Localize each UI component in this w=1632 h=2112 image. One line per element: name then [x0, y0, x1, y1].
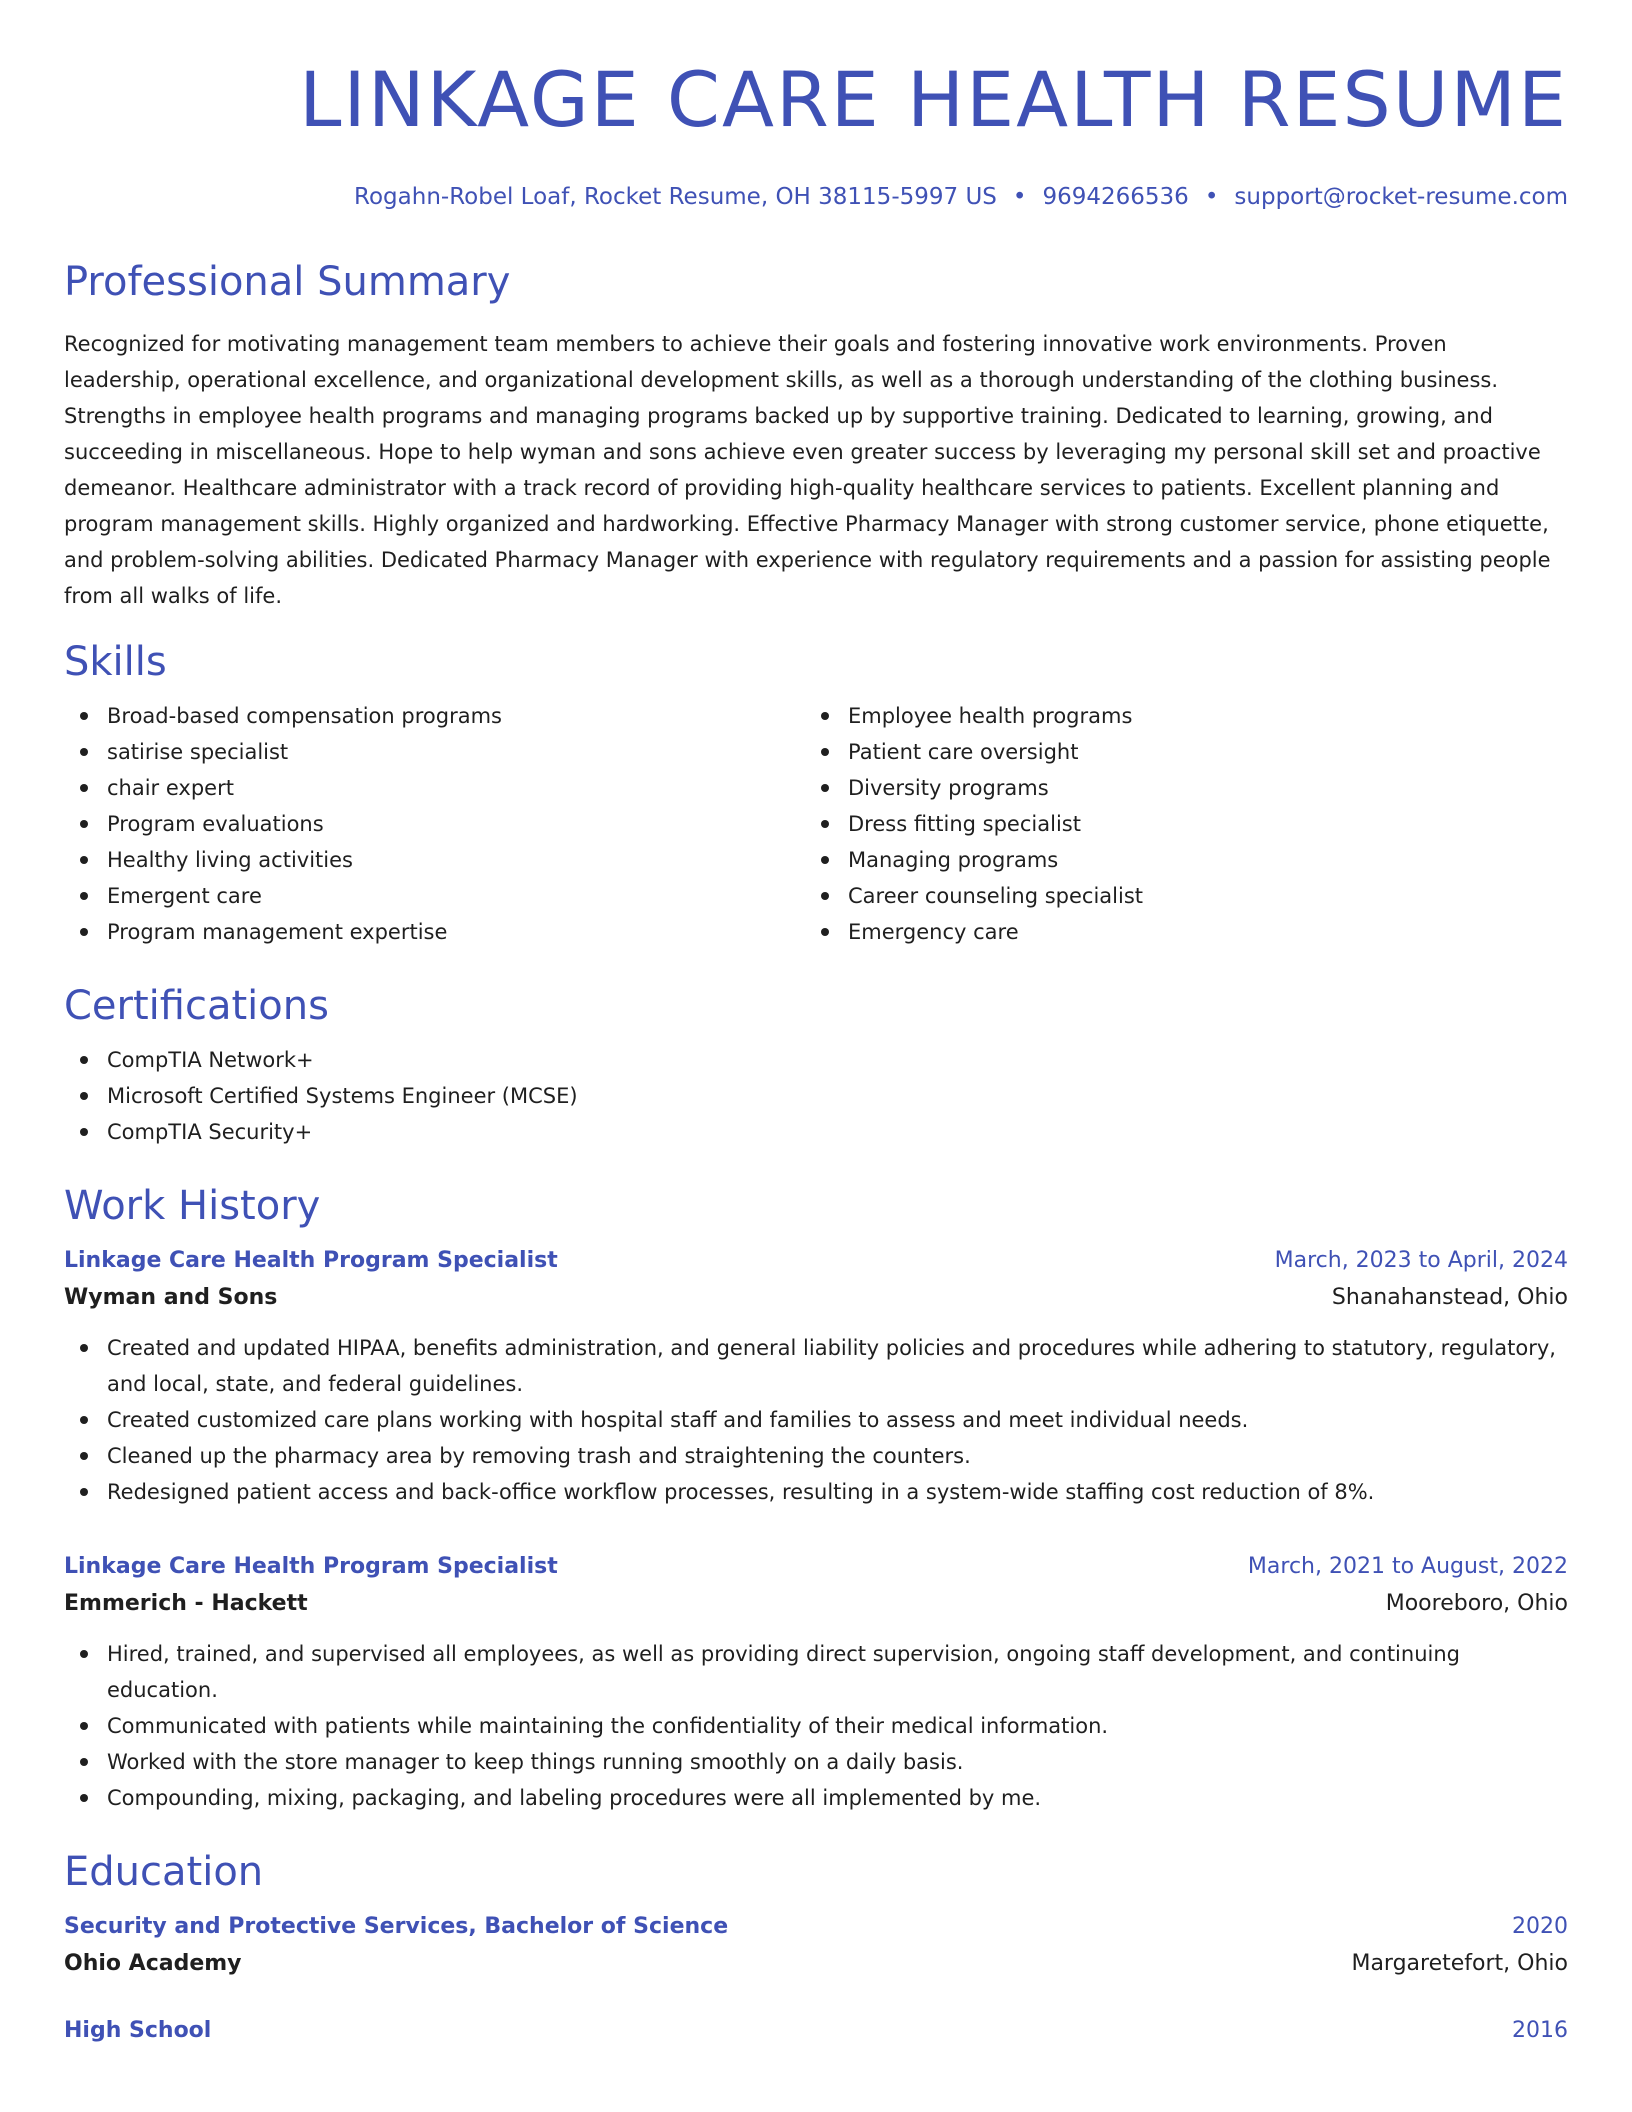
skills-grid	[64, 698, 1568, 950]
contact-separator: •	[1204, 184, 1219, 210]
skill-item: chair expert	[107, 770, 805, 806]
job-title: Linkage Care Health Program Specialist	[64, 1248, 558, 1273]
skills-list-left	[64, 698, 805, 950]
education-year: 2020	[1512, 1914, 1568, 1939]
job-bullet: Created and updated HIPAA, benefits administration, and general liability policies and procedures while adhering to statutory, regulatory, and local, state, and federal guidelines.	[107, 1330, 1568, 1402]
skill-item: Program management expertise	[107, 914, 805, 950]
job-bullet: Redesigned patient access and back-office workflow processes, resulting in a system-wide staffing cost reduction of 8%.	[107, 1474, 1568, 1510]
skills-list-right	[805, 698, 1546, 950]
skill-item: Employee health programs	[848, 698, 1546, 734]
education-section	[64, 1848, 1568, 2048]
job-title-row	[64, 1550, 1568, 1584]
skill-item: Emergency care	[848, 914, 1546, 950]
job-location: Mooreboro, Ohio	[1385, 1591, 1568, 1616]
summary-text: Recognized for motivating management team members to achieve their goals and fostering innovative work environments. Proven leadership, operational excellence, and organizational development skills, as well as a thorough understanding of the clothing business. Strengths in employee health programs and managing programs backed up by supportive training. Dedicated to learning, growing, and succeeding in miscellaneous. Hope to help wyman and sons achieve even greater success by leveraging my personal skill set and proactive demeanor. Healthcare administrator with a track record of providing high-quality healthcare services to patients. Excellent planning and program management skills. Highly organized and hardworking. Effective Pharmacy Manager with strong customer service, phone etiquette, and problem-solving abilities. Dedicated Pharmacy Manager with experience with regulatory requirements and a passion for assisting people from all walks of life.	[64, 332, 1551, 608]
education-degree: Security and Protective Services, Bachelor of Science	[64, 1914, 729, 1939]
job-location: Shanahanstead, Ohio	[1331, 1285, 1568, 1310]
education-degree: High School	[64, 2018, 212, 2043]
job-bullet: Cleaned up the pharmacy area by removing trash and straightening the counters.	[107, 1438, 1568, 1474]
contact-line	[64, 182, 1568, 212]
skill-item: Dress fitting specialist	[848, 806, 1546, 842]
education-degree-row	[64, 1910, 1568, 1944]
job-bullets	[64, 1636, 1568, 1816]
education-heading: Education	[64, 1849, 264, 1895]
skill-item: Patient care oversight	[848, 734, 1546, 770]
certifications-heading: Certifications	[64, 983, 329, 1029]
job-dates: March, 2021 to August, 2022	[1247, 1554, 1568, 1579]
certification-item: CompTIA Security+	[107, 1114, 1568, 1150]
job-bullet: Communicated with patients while maintaining the confidentiality of their medical information.	[107, 1708, 1568, 1744]
resume-header	[64, 52, 1568, 212]
education-school: Ohio Academy	[64, 1951, 242, 1976]
job-entry	[64, 1550, 1568, 1816]
contact-separator: •	[1012, 184, 1027, 210]
summary-section	[64, 258, 1568, 614]
job-employer: Wyman and Sons	[64, 1285, 278, 1310]
certifications-list	[64, 1042, 1568, 1150]
job-title: Linkage Care Health Program Specialist	[64, 1554, 558, 1579]
contact-phone: 9694266536	[1042, 184, 1189, 210]
job-bullet: Compounding, mixing, packaging, and labeling procedures were all implemented by me.	[107, 1780, 1568, 1816]
education-location: Margaretefort, Ohio	[1351, 1951, 1568, 1976]
job-entry	[64, 1244, 1568, 1510]
education-entry	[64, 2014, 1568, 2048]
certification-item: CompTIA Network+	[107, 1042, 1568, 1078]
job-employer: Emmerich - Hackett	[64, 1591, 308, 1616]
work-history-heading: Work History	[64, 1183, 321, 1229]
skill-item: satirise specialist	[107, 734, 805, 770]
resume-name: LINKAGE CARE HEALTH RESUME	[299, 55, 1568, 144]
summary-heading: Professional Summary	[64, 259, 511, 305]
certification-item: Microsoft Certified Systems Engineer (MCSE)	[107, 1078, 1568, 1114]
contact-address: Rogahn-Robel Loaf, Rocket Resume, OH 38115-5997 US	[354, 184, 997, 210]
certifications-section	[64, 982, 1568, 1150]
job-dates: March, 2023 to April, 2024	[1274, 1248, 1568, 1273]
education-degree-row	[64, 2014, 1568, 2048]
skill-item: Managing programs	[848, 842, 1546, 878]
contact-email: support@rocket-resume.com	[1234, 184, 1568, 210]
work-history-section	[64, 1182, 1568, 1816]
skill-item: Healthy living activities	[107, 842, 805, 878]
job-bullet: Created customized care plans working with hospital staff and families to assess and meet individual needs.	[107, 1402, 1568, 1438]
job-employer-row	[64, 1278, 1568, 1318]
skills-heading: Skills	[64, 639, 167, 685]
education-year: 2016	[1512, 2018, 1568, 2043]
skill-item: Career counseling specialist	[848, 878, 1546, 914]
education-entry	[64, 1910, 1568, 1984]
education-school-row	[64, 1944, 1568, 1984]
job-bullet: Hired, trained, and supervised all employees, as well as providing direct supervision, ongoing staff development, and continuing education.	[107, 1636, 1568, 1708]
skill-item: Emergent care	[107, 878, 805, 914]
skill-item: Diversity programs	[848, 770, 1546, 806]
skills-section	[64, 638, 1568, 950]
skill-item: Program evaluations	[107, 806, 805, 842]
job-title-row	[64, 1244, 1568, 1278]
job-bullets	[64, 1330, 1568, 1510]
skill-item: Broad-based compensation programs	[107, 698, 805, 734]
job-employer-row	[64, 1584, 1568, 1624]
job-bullet: Worked with the store manager to keep things running smoothly on a daily basis.	[107, 1744, 1568, 1780]
